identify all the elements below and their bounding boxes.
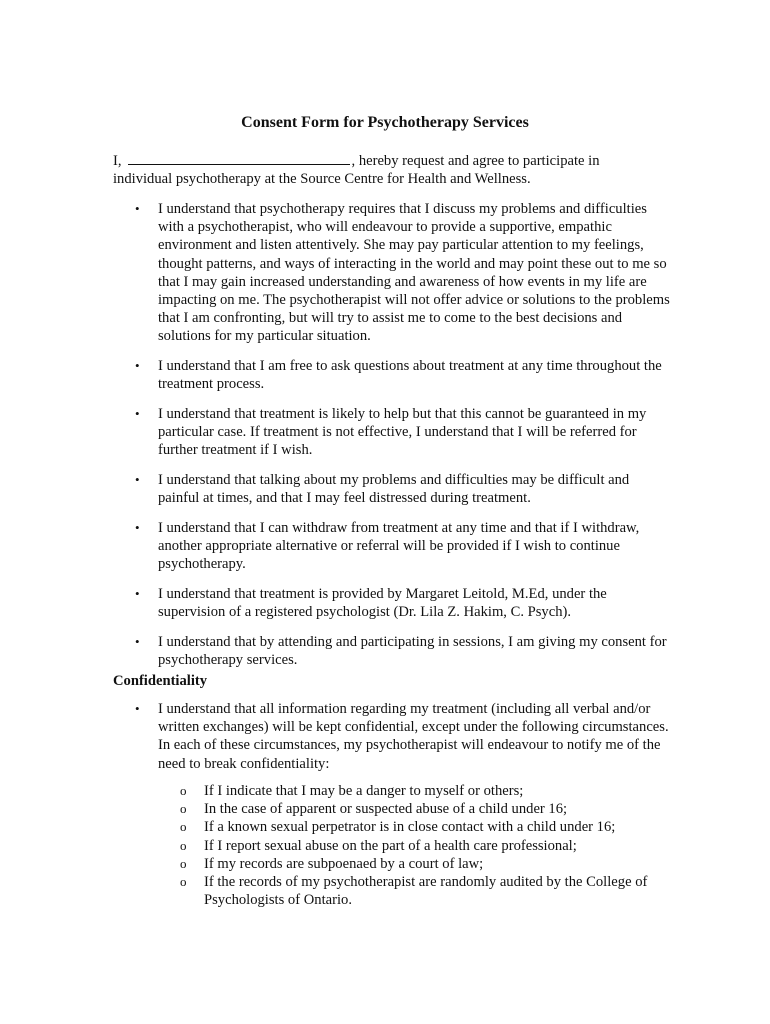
intro-prefix: I, <box>113 153 122 169</box>
list-item-text: I understand that treatment is provided by Margaret Leitold, M.Ed, under the supervision of a registered psychologist (Dr. Lila Z. Hakim, C. Psych). <box>158 586 607 621</box>
intro-line-1 <box>113 151 673 170</box>
sub-list-item-text: In the case of apparent or suspected abuse of a child under 16; <box>204 801 568 818</box>
circle-bullet-icon: o <box>180 855 187 871</box>
bullet-icon: • <box>135 520 140 536</box>
confidentiality-heading: Confidentiality <box>113 673 208 689</box>
sub-list-item-text: If my records are subpoenaed by a court of law; <box>204 855 484 872</box>
circle-bullet-icon: o <box>180 874 187 890</box>
bullet-icon: • <box>135 201 140 216</box>
list-item-text: I understand that I am free to ask questions about treatment at any time throughout the treatment process. <box>158 358 662 393</box>
list-item <box>113 405 673 460</box>
list-item-text: I understand that psychotherapy requires that I discuss my problems and difficulties with a psychotherapist, who will endeavour to provide a supportive, empathic environment and listen attentively. She may pay particular attention to my feelings, thought patterns, and ways of interacting in the world and may point these out to me so that I may gain increased understanding and awareness of how events in my life are impacting on me. The psychotherapist will not offer advice or solutions to the problems that I am confronting, but will try to assist me to come to the best decisions and solutions for my particular situation. <box>158 201 670 345</box>
circle-bullet-icon: o <box>180 837 187 853</box>
bullet-icon: • <box>135 358 140 374</box>
list-item-text: I understand that talking about my problems and difficulties may be difficult and painful at times, and that I may feel distressed during treatment. <box>158 472 630 507</box>
list-item <box>113 357 673 393</box>
confidentiality-bullet-list <box>113 700 673 784</box>
list-item-text: I understand that by attending and participating in sessions, I am giving my consent for psychotherapy services. <box>158 634 667 669</box>
sub-list-item <box>158 873 678 909</box>
sub-list-item <box>158 800 678 818</box>
sub-list-item-text: If a known sexual perpetrator is in close contact with a child under 16; <box>204 819 616 836</box>
sub-list-item-text: If the records of my psychotherapist are randomly audited by the College of Psychologists of Ontario. <box>204 874 648 909</box>
circle-bullet-icon: o <box>180 801 187 817</box>
sub-list-item <box>158 855 678 873</box>
name-blank-line[interactable] <box>128 151 350 165</box>
list-item-text: I understand that I can withdraw from treatment at any time and that if I withdraw, another appropriate alternative or referral will be provided if I wish to continue psychotherapy. <box>158 520 640 573</box>
bullet-icon: • <box>135 406 140 422</box>
bullet-icon: • <box>135 472 140 488</box>
list-item <box>113 200 673 346</box>
list-item-text: I understand that treatment is likely to help but that this cannot be guaranteed in my particular case. If treatment is not effective, I understand that I will be referred for further treatment if I wish. <box>158 406 647 459</box>
sub-list-item <box>158 818 678 836</box>
list-item <box>113 700 673 773</box>
intro-line-1-suffix: , hereby request and agree to participate in <box>351 153 600 169</box>
circle-bullet-icon: o <box>180 783 187 798</box>
sub-list-item <box>158 837 678 855</box>
intro-paragraph <box>113 151 673 188</box>
list-item-text: I understand that all information regarding my treatment (including all verbal and/or written exchanges) will be kept confidential, except under the following circumstances. In each of these circumstances, my psychotherapist will endeavour to notify me of the need to break confidentiality: <box>158 701 669 772</box>
bullet-icon: • <box>135 634 140 650</box>
list-item <box>113 633 673 669</box>
intro-line-2: individual psychotherapy at the Source Centre for Health and Wellness. <box>113 171 531 188</box>
sub-list-item-text: If I indicate that I may be a danger to myself or others; <box>204 783 524 799</box>
list-item <box>113 585 673 621</box>
circle-bullet-icon: o <box>180 819 187 835</box>
consent-bullet-list <box>113 200 673 681</box>
sub-list-item-text: If I report sexual abuse on the part of a health care professional; <box>204 837 577 854</box>
list-item <box>113 519 673 574</box>
bullet-icon: • <box>135 586 140 602</box>
sub-list-item <box>158 782 678 800</box>
list-item <box>113 471 673 507</box>
document-title: Consent Form for Psychotherapy Services <box>241 114 529 131</box>
confidentiality-exceptions-list <box>158 782 678 909</box>
bullet-icon: • <box>135 701 140 716</box>
